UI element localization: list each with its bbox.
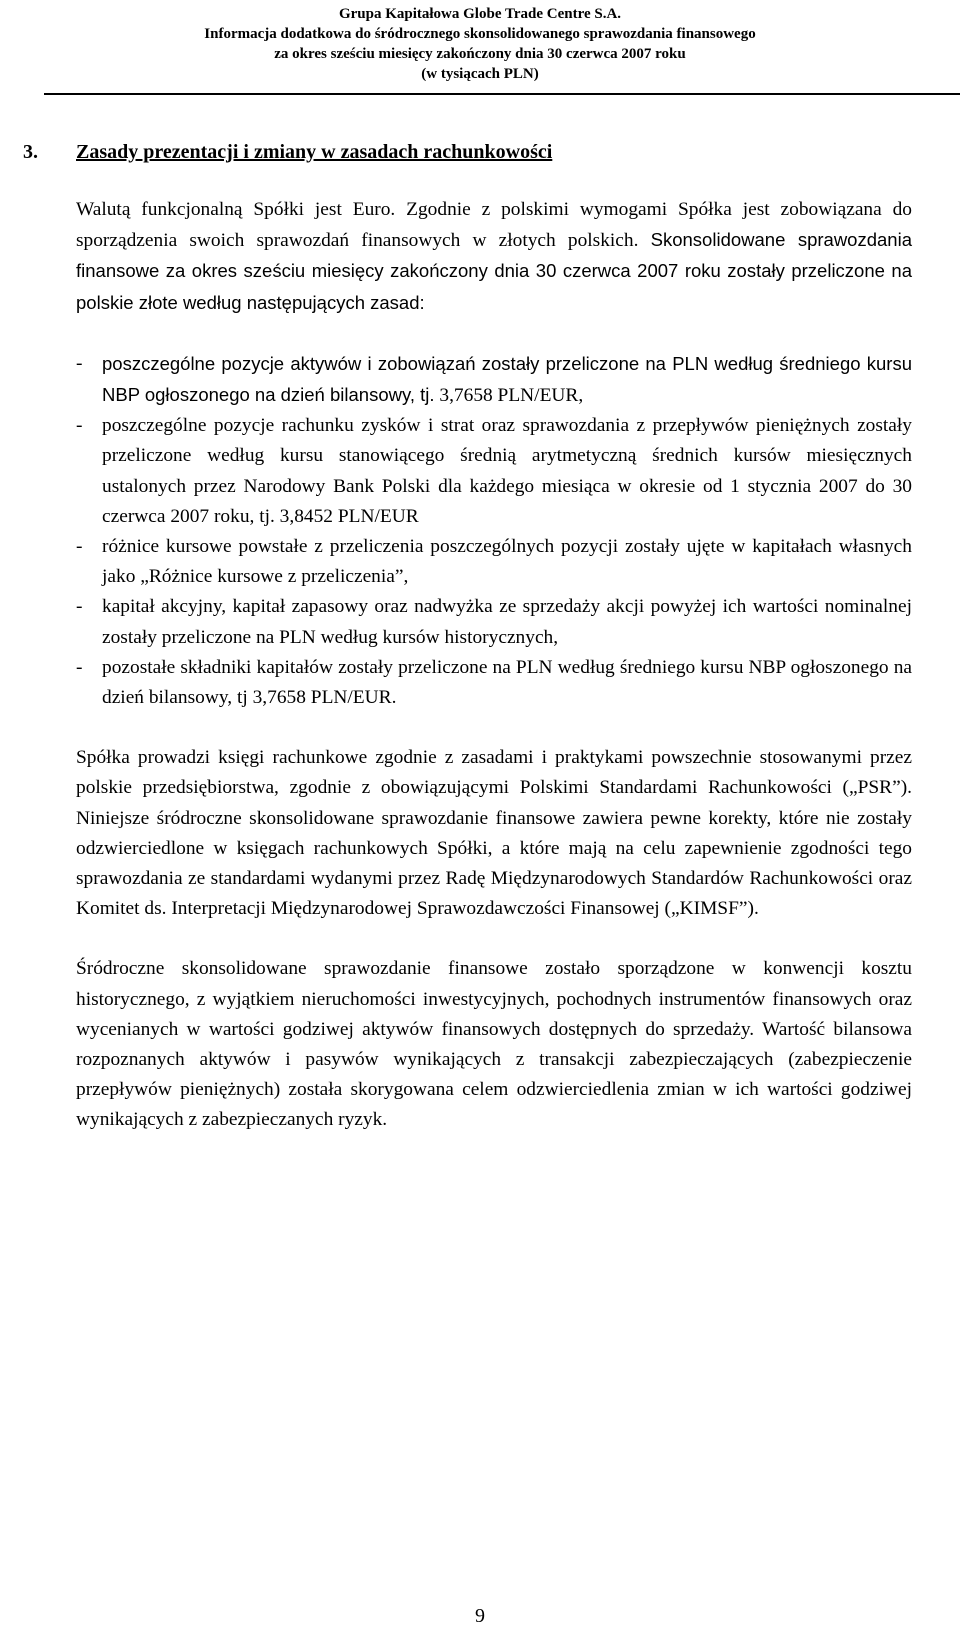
intro-text-serif: Walutą funkcjonalną Spółki jest Euro. Zgodnie z polskimi wymogami Spółka jest zobowiązana do sporządzenia swoich sprawozdań finansowych w złotych polskich. [76,199,912,252]
section-title: Zasady prezentacji i zmiany w zasadach rachunkowości [76,141,553,163]
list-dash: - [76,352,83,374]
document-header [0,4,960,84]
conversion-rules-list [76,349,912,713]
spacer [76,713,912,743]
list-item [76,349,912,411]
header-divider [44,93,960,95]
header-company-name: Grupa Kapitałowa Globe Trade Centre S.A. [338,6,622,22]
accounting-standards-paragraph: Spółka prowadzi księgi rachunkowe zgodnie z zasadami i praktykami powszechnie stosowanymi przez polskie przedsiębiorstwa, zgodnie z obowiązującymi Polskimi Standardami Rachunkowości („PSR”). Niniejsze śródroczne skonsolidowane sprawozdanie finansowe zawiera pewne korekty, które nie zostały odzwierciedlone w księgach rachunkowych Spółki, a które mają na celu zapewnienie zgodności tego sprawozdania ze standardami wydanymi przez Radę Międzynarodowych Standardów Rachunkowości oraz Komitet ds. Interpretacji Międzynarodowej Sprawozdawczości Finansowej („KIMSF”). [76,747,912,920]
list-item [76,411,912,532]
historical-cost-paragraph: Śródroczne skonsolidowane sprawozdanie finansowe zostało sporządzone w konwencji kosztu historycznego, z wyjątkiem nieruchomości inwestycyjnych, pochodnych instrumentów finansowych oraz wycenianych w wartości godziwej aktywów finansowych dostępnych do sprzedaży. Wartość bilansowa rozpoznanych aktywów i pasywów wynikających z transakcji zabezpieczających (zabezpieczenie przepływów pieniężnych) została skorygowana celem odzwierciedlenia zmian w ich wartości godziwej wynikających z zabezpieczanych ryzyk. [76,958,912,1131]
list-item [76,532,912,592]
list-item [76,653,912,713]
intro-paragraph [76,195,912,319]
list-dash: - [76,536,83,558]
list-dash: - [76,415,83,437]
section-number: 3. [23,141,38,163]
list-item [76,592,912,652]
list-dash: - [76,596,83,618]
list-item-text-sans: poszczególne pozycje aktywów i zobowiązań zostały przeliczone na PLN według średniego kursu NBP ogłoszonego na dzień bilansowy, tj. [102,352,912,406]
header-period: za okres sześciu miesięcy zakończony dnia 30 czerwca 2007 roku [274,46,686,62]
list-item-text: poszczególne pozycje rachunku zysków i strat oraz sprawozdania z przepływów pieniężnych zostały przeliczone według kursu stanowiącego średnią arytmetyczną średnich kursów miesięcznych ustalonych przez Narodowy Bank Polski dla każdego miesiąca w okresie od 1 stycznia 2007 do 30 czerwca 2007 roku, tj. 3,8452 PLN/EUR [102,415,912,527]
list-dash: - [76,656,83,678]
header-units: (w tysiącach PLN) [421,66,539,82]
intro-text-sans: Skonsolidowane sprawozdania finansowe za okres sześciu miesięcy zakończony dnia 30 czerwca 2007 roku zostały przeliczone na polskie złote według następujących zasad: [76,229,912,313]
list-item-text: pozostałe składniki kapitałów zostały przeliczone na PLN według średniego kursu NBP ogłoszonego na dzień bilansowy, tj 3,7658 PLN/EUR. [102,656,912,709]
document-body [76,195,912,1136]
header-document-title: Informacja dodatkowa do śródrocznego skonsolidowanego sprawozdania finansowego [204,26,756,42]
spacer [76,924,912,954]
list-item-text-serif: 3,7658 PLN/EUR, [434,385,584,407]
spacer [76,319,912,349]
list-item-text: różnice kursowe powstałe z przeliczenia poszczególnych pozycji zostały ujęte w kapitałach własnych jako „Różnice kursowe z przeliczenia”, [102,536,912,588]
page-number: 9 [475,1605,485,1627]
list-item-text: kapitał akcyjny, kapitał zapasowy oraz nadwyżka ze sprzedaży akcji powyżej ich wartości nominalnej zostały przeliczone na PLN według kursów historycznych, [102,596,912,648]
